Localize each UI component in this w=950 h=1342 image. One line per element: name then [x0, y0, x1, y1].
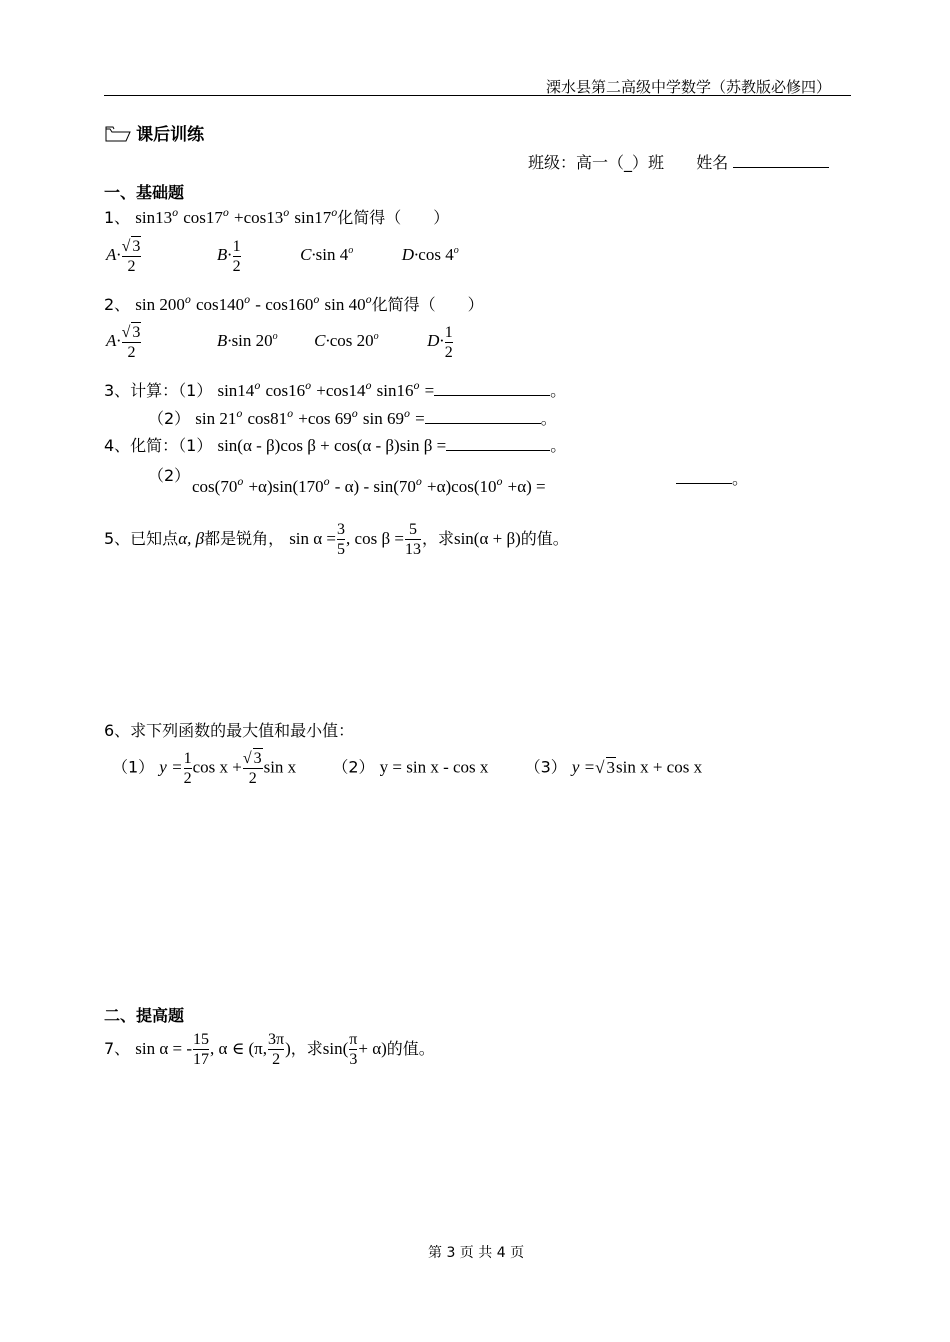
frac-bottom: 2 — [444, 343, 453, 361]
frac-bottom: 17 — [193, 1051, 210, 1068]
degree-mark: o — [254, 381, 261, 392]
degree-mark: o — [244, 295, 251, 306]
choice-letter: A· — [106, 330, 121, 350]
choice-c-text: cos 20 — [329, 330, 374, 350]
q5-number: 5、已知点 — [104, 529, 179, 548]
q6-p3-y: y = — [571, 757, 596, 777]
choice-a-frac: $\frac{√ 3}{2}$ — [121, 324, 141, 361]
q3-term: cos81 — [247, 409, 288, 428]
q7-target-post: + α) — [358, 1039, 387, 1058]
q5-frac1 — [337, 520, 345, 559]
choice-d-frac — [445, 323, 453, 362]
name-blank[interactable] — [733, 152, 829, 168]
frac-top: 3 — [253, 750, 262, 767]
q6-parts: （1） y = $\frac{1}{2}$ cos x + $\frac{√ 3}{2}$ sin x （2） y = sin x - cos x （3） y =√ 3sin x + cos x — [112, 749, 703, 787]
frac-top: 5 — [408, 521, 417, 538]
frac-bottom: 2 — [122, 342, 142, 362]
q7-line — [104, 1030, 435, 1069]
choice-c-text: sin 4 — [315, 244, 349, 264]
q1-choices — [106, 236, 459, 276]
q6-p1-frac1 — [184, 749, 192, 788]
frac-top: 3 — [132, 238, 141, 255]
q2-number: 2、 — [104, 295, 131, 314]
choice-letter: D· — [401, 244, 419, 264]
part1-title: 一、基础题 — [104, 183, 185, 202]
q7-mid: , α ∈ (π, — [210, 1039, 268, 1058]
q2-term: cos140 — [196, 295, 245, 314]
q6-p3-label: （3） — [524, 757, 567, 777]
q7-close: ) — [285, 1039, 291, 1058]
q6-p1-end: sin x — [263, 757, 297, 777]
q4-term: +α)sin(170 — [248, 477, 324, 496]
q6-p3-end: sin x + cos x — [616, 757, 703, 777]
answer-blank[interactable] — [676, 468, 732, 484]
period: 。 — [732, 469, 749, 488]
q2-term: - cos160 — [255, 295, 314, 314]
choice-a-frac: $\frac{√ 3}{2}$ — [121, 238, 141, 275]
degree-mark: o — [415, 477, 422, 488]
degree-mark: o — [283, 208, 290, 219]
degree-mark: o — [351, 409, 358, 420]
period: 。 — [550, 381, 567, 400]
q4-term: +α)cos(10 — [427, 477, 497, 496]
frac-bottom: 2 — [268, 1049, 284, 1069]
q5-line — [104, 520, 569, 559]
q1-line — [104, 205, 449, 228]
q6-p2-expr: y = sin x - cos x — [379, 757, 489, 777]
q3-term: cos16 — [265, 381, 306, 400]
choice-letter: C· — [314, 330, 330, 350]
frac-bottom: 3 — [349, 1051, 358, 1068]
period: 。 — [550, 436, 567, 455]
answer-blank[interactable] — [425, 408, 541, 424]
q6-p3-sqrt: 3 — [606, 757, 615, 777]
q6-p2-label: （2） — [332, 757, 375, 777]
q7-frac2 — [268, 1030, 284, 1069]
degree-mark: o — [323, 477, 330, 488]
q5-mid: 都是锐角， — [204, 529, 285, 548]
degree-mark: o — [272, 330, 278, 342]
q4-term: - α) - sin(70 — [334, 477, 416, 496]
q4-line1 — [104, 433, 566, 456]
degree-mark: o — [373, 330, 379, 342]
q4-term: +α) = — [507, 477, 546, 496]
q6-p1-frac2: $\frac{√ 3}{2}$ — [242, 750, 262, 787]
answer-blank[interactable] — [434, 380, 550, 396]
q2-term: sin 200 — [135, 295, 185, 314]
q2-choices — [106, 322, 454, 362]
q3-term: sin 69 — [362, 409, 405, 428]
q3-term: +cos14 — [316, 381, 366, 400]
frac-bottom: 2 — [232, 257, 241, 275]
class-label: 班级：高一（_）班 — [528, 153, 665, 172]
q1-tail: 化简得（ ） — [337, 208, 450, 227]
degree-mark: o — [184, 295, 191, 306]
part2-title: 二、提高题 — [104, 1006, 185, 1025]
frac-top: 3 — [337, 521, 346, 538]
frac-top: 15 — [193, 1031, 210, 1048]
degree-mark: o — [237, 477, 244, 488]
q4-term: cos(70 — [192, 477, 238, 496]
q7-ask: ，求 — [290, 1039, 323, 1058]
name-label: 姓名 — [696, 153, 729, 172]
choice-b-frac — [233, 237, 241, 276]
degree-mark: o — [313, 295, 320, 306]
degree-mark: o — [365, 381, 372, 392]
section-title: 课后训练 — [136, 125, 205, 145]
q2-tail: 化简得（ ） — [371, 295, 484, 314]
q3-line1 — [104, 378, 566, 401]
q1-number: 1、 — [104, 208, 131, 227]
q5-tail: 的值。 — [520, 529, 569, 548]
q6-title: 6、求下列函数的最大值和最小值： — [104, 721, 355, 740]
degree-mark: o — [222, 208, 229, 219]
degree-mark: o — [413, 381, 420, 392]
frac-bottom: 2 — [243, 768, 263, 788]
choice-letter: A· — [106, 244, 121, 264]
frac-bottom: 13 — [404, 541, 421, 558]
q3-term: +cos 69 — [298, 409, 352, 428]
choice-b-text: sin 20 — [231, 330, 273, 350]
q3-term: sin16 — [376, 381, 414, 400]
q5-vars: α, β — [178, 529, 205, 548]
q2-term: sin 40 — [324, 295, 366, 314]
degree-mark: o — [404, 409, 411, 420]
frac-top: 3 — [132, 324, 141, 341]
q7-frac1 — [193, 1030, 209, 1069]
q1-term: +cos13 — [234, 208, 284, 227]
degree-mark: o — [236, 409, 243, 420]
frac-bottom: 5 — [337, 541, 346, 558]
frac-top: 1 — [444, 323, 453, 341]
choice-letter: D· — [427, 330, 444, 350]
q3-sub2: （2） — [148, 409, 191, 428]
q3-line2 — [148, 406, 557, 429]
q5-sin-a: sin α = — [289, 529, 337, 548]
q7-lhs: sin α = - — [135, 1039, 193, 1058]
q7-tail: 的值。 — [386, 1039, 435, 1058]
answer-blank[interactable] — [446, 435, 550, 451]
frac-bottom: 2 — [122, 256, 142, 276]
q7-target-pre: sin( — [322, 1039, 349, 1058]
frac-bottom: 2 — [183, 769, 192, 787]
q6-p1-label: （1） — [112, 757, 155, 777]
q7-frac3 — [349, 1030, 357, 1069]
choice-letter: B· — [216, 244, 232, 264]
folder-icon — [105, 125, 131, 147]
q4-blank2-wrap — [676, 466, 748, 489]
q5-target: sin(α + β) — [453, 529, 521, 548]
degree-mark: o — [172, 208, 179, 219]
period: 。 — [540, 409, 557, 428]
page-footer: 第 3 页 共 4 页 — [428, 1245, 525, 1261]
section-title-row — [105, 120, 204, 147]
q3-term: sin14 — [217, 381, 255, 400]
q5-ask: ，求 — [421, 529, 454, 548]
q4-line2 — [192, 477, 546, 497]
q5-frac2 — [405, 520, 421, 559]
degree-mark: o — [305, 381, 312, 392]
q1-term: cos17 — [183, 208, 223, 227]
q3-number: 3、计算：（1） — [104, 381, 213, 400]
q4-expr1: sin(α - β)cos β + cos(α - β)sin β = — [217, 436, 447, 455]
degree-mark: o — [365, 295, 372, 306]
choice-letter: B· — [216, 330, 232, 350]
q7-number: 7、 — [104, 1039, 131, 1058]
q3-term: sin 21 — [195, 409, 237, 428]
q4-number: 4、化简：（1） — [104, 436, 213, 455]
header-rule — [104, 95, 851, 96]
equals: = — [424, 381, 435, 400]
q4-sub2: （2） — [148, 466, 191, 485]
frac-top: π — [349, 1031, 358, 1048]
q6-p1-mid: cos x + — [192, 757, 242, 777]
frac-top: 1 — [232, 237, 241, 255]
q5-cos-b: , cos β = — [346, 529, 404, 548]
degree-mark: o — [348, 244, 354, 256]
frac-top: 1 — [183, 749, 192, 767]
degree-mark: o — [496, 477, 503, 488]
equals: = — [415, 409, 425, 428]
degree-mark: o — [453, 244, 459, 256]
q1-term: sin17 — [294, 208, 332, 227]
degree-mark: o — [331, 208, 338, 219]
choice-d-text: cos 4 — [418, 244, 454, 264]
choice-letter: C· — [300, 244, 316, 264]
frac-top: 3π — [268, 1031, 285, 1048]
class-name-line — [528, 150, 829, 173]
degree-mark: o — [287, 409, 294, 420]
q6-p1-y: y = — [159, 757, 183, 777]
q1-term: sin13 — [135, 208, 173, 227]
q2-line — [104, 292, 484, 315]
header-school: 溧水县第二高级中学数学（苏教版必修四） — [546, 78, 832, 96]
